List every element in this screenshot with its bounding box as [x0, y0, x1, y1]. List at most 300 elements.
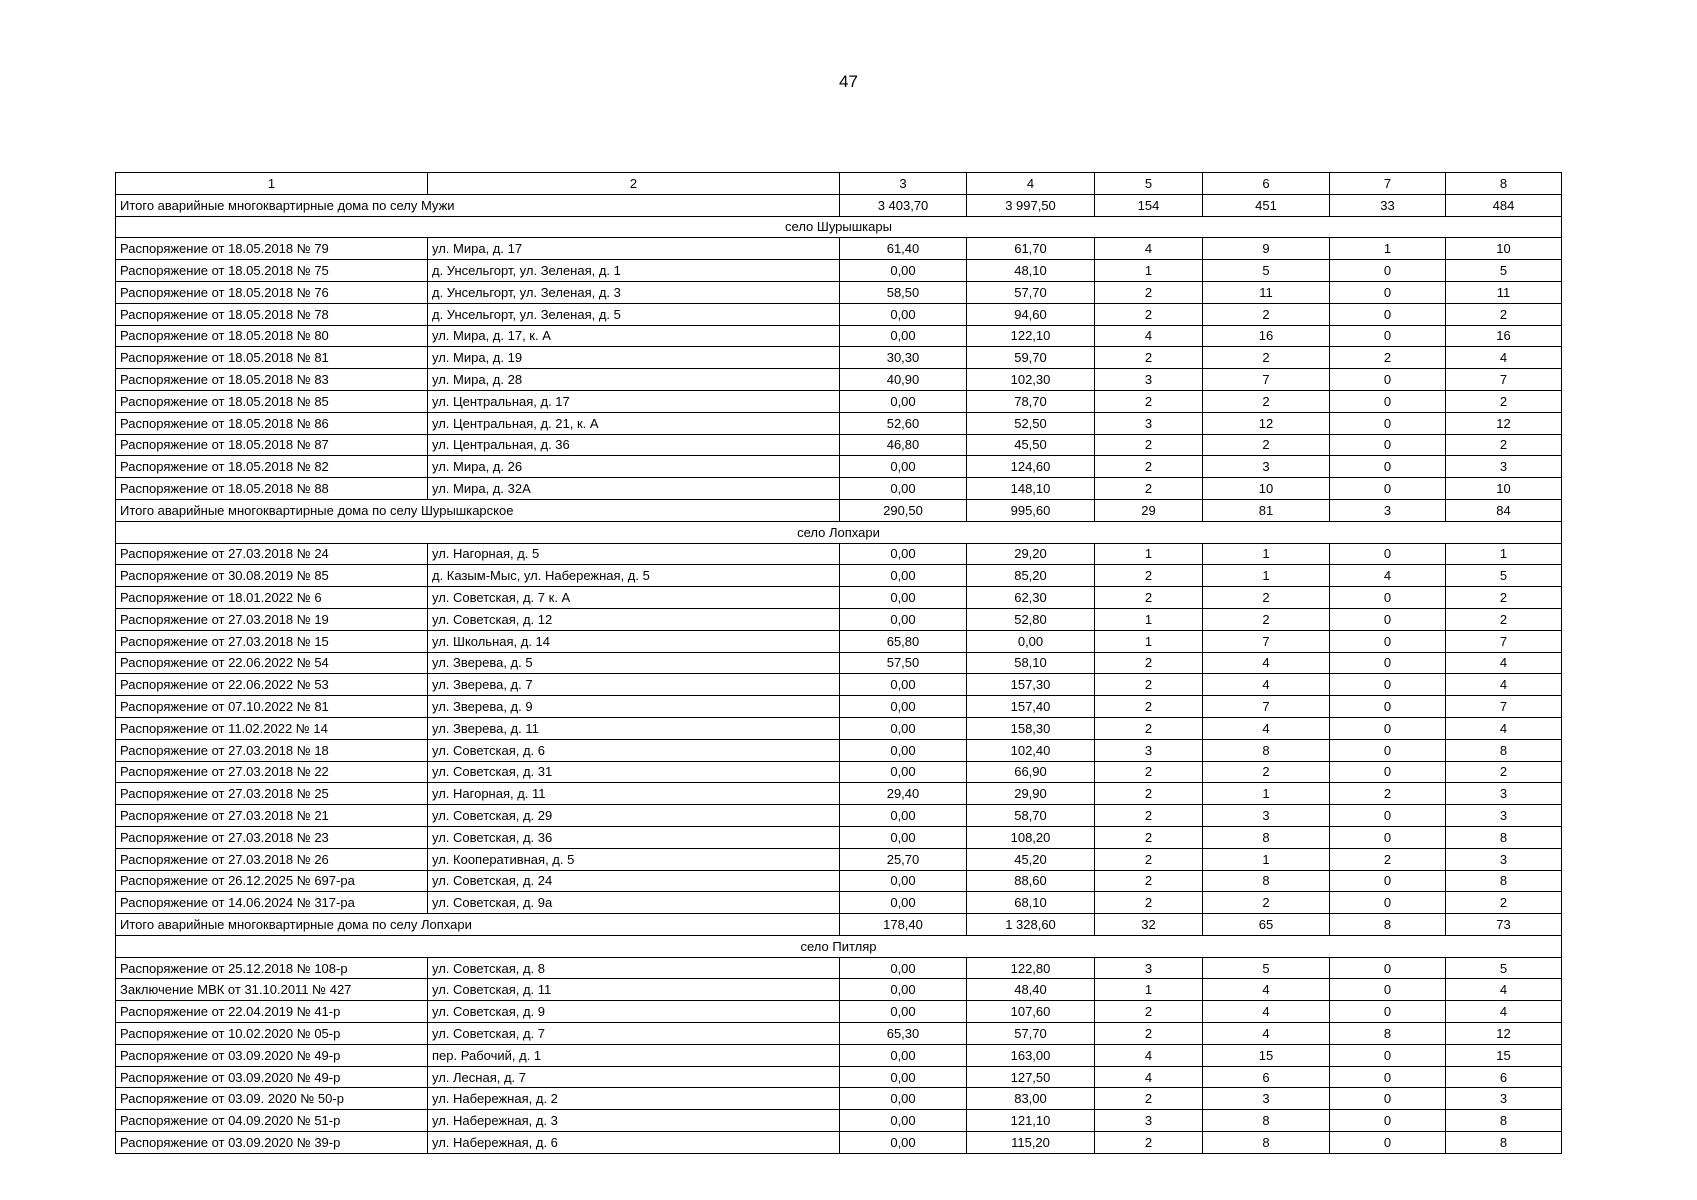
table-row — [116, 260, 1562, 282]
value-cell-col-5: 2 — [1095, 826, 1203, 848]
value-cell-col-4: 3 997,50 — [967, 194, 1095, 216]
column-number-cell: 3 — [840, 173, 967, 195]
document-cell: Распоряжение от 25.12.2018 № 108-р — [116, 957, 428, 979]
value-cell-col-8: 2 — [1446, 608, 1562, 630]
table-row — [116, 347, 1562, 369]
value-cell-col-3: 0,00 — [840, 390, 967, 412]
address-cell: ул. Мира, д. 32А — [428, 478, 840, 500]
value-cell-col-8: 4 — [1446, 979, 1562, 1001]
table-row — [116, 1132, 1562, 1154]
value-cell-col-7: 0 — [1330, 1001, 1446, 1023]
value-cell-col-5: 4 — [1095, 325, 1203, 347]
value-cell-col-6: 10 — [1203, 478, 1330, 500]
document-cell: Распоряжение от 18.05.2018 № 85 — [116, 390, 428, 412]
value-cell-col-6: 1 — [1203, 543, 1330, 565]
value-cell-col-3: 0,00 — [840, 587, 967, 609]
value-cell-col-6: 4 — [1203, 717, 1330, 739]
value-cell-col-6: 8 — [1203, 870, 1330, 892]
address-cell: ул. Центральная, д. 21, к. А — [428, 412, 840, 434]
value-cell-col-8: 3 — [1446, 1088, 1562, 1110]
value-cell-col-5: 2 — [1095, 652, 1203, 674]
value-cell-col-4: 57,70 — [967, 1023, 1095, 1045]
value-cell-col-3: 58,50 — [840, 281, 967, 303]
value-cell-col-5: 154 — [1095, 194, 1203, 216]
value-cell-col-3: 0,00 — [840, 870, 967, 892]
value-cell-col-7: 0 — [1330, 369, 1446, 391]
value-cell-col-6: 3 — [1203, 1088, 1330, 1110]
value-cell-col-8: 8 — [1446, 1110, 1562, 1132]
page-number: 47 — [839, 72, 858, 91]
value-cell-col-6: 4 — [1203, 1001, 1330, 1023]
address-cell: д. Унсельгорт, ул. Зеленая, д. 5 — [428, 303, 840, 325]
value-cell-col-3: 0,00 — [840, 1066, 967, 1088]
value-cell-col-4: 115,20 — [967, 1132, 1095, 1154]
value-cell-col-7: 0 — [1330, 608, 1446, 630]
address-cell: ул. Советская, д. 12 — [428, 608, 840, 630]
value-cell-col-8: 1 — [1446, 543, 1562, 565]
value-cell-col-8: 7 — [1446, 369, 1562, 391]
address-cell: пер. Рабочий, д. 1 — [428, 1044, 840, 1066]
document-cell: Распоряжение от 18.05.2018 № 76 — [116, 281, 428, 303]
value-cell-col-6: 3 — [1203, 805, 1330, 827]
value-cell-col-6: 1 — [1203, 565, 1330, 587]
value-cell-col-5: 2 — [1095, 1023, 1203, 1045]
value-cell-col-5: 2 — [1095, 456, 1203, 478]
value-cell-col-4: 48,40 — [967, 979, 1095, 1001]
document-cell: Распоряжение от 18.05.2018 № 78 — [116, 303, 428, 325]
value-cell-col-5: 2 — [1095, 1132, 1203, 1154]
table-row — [116, 1023, 1562, 1045]
value-cell-col-7: 0 — [1330, 587, 1446, 609]
value-cell-col-5: 1 — [1095, 979, 1203, 1001]
table-row — [116, 630, 1562, 652]
value-cell-col-6: 4 — [1203, 652, 1330, 674]
section-heading-row — [116, 216, 1562, 238]
value-cell-col-7: 3 — [1330, 499, 1446, 521]
value-cell-col-6: 11 — [1203, 281, 1330, 303]
table-row — [116, 478, 1562, 500]
value-cell-col-7: 2 — [1330, 848, 1446, 870]
value-cell-col-6: 2 — [1203, 608, 1330, 630]
value-cell-col-3: 0,00 — [840, 761, 967, 783]
value-cell-col-7: 0 — [1330, 303, 1446, 325]
value-cell-col-4: 57,70 — [967, 281, 1095, 303]
address-cell: ул. Нагорная, д. 5 — [428, 543, 840, 565]
value-cell-col-4: 122,80 — [967, 957, 1095, 979]
value-cell-col-7: 0 — [1330, 979, 1446, 1001]
value-cell-col-7: 0 — [1330, 434, 1446, 456]
value-cell-col-7: 0 — [1330, 412, 1446, 434]
value-cell-col-8: 15 — [1446, 1044, 1562, 1066]
total-label: Итого аварийные многоквартирные дома по селу Шурышкарское — [116, 499, 840, 521]
table-row — [116, 281, 1562, 303]
value-cell-col-7: 0 — [1330, 1110, 1446, 1132]
document-cell: Распоряжение от 30.08.2019 № 85 — [116, 565, 428, 587]
document-cell: Распоряжение от 27.03.2018 № 24 — [116, 543, 428, 565]
value-cell-col-4: 61,70 — [967, 238, 1095, 260]
value-cell-col-6: 4 — [1203, 1023, 1330, 1045]
value-cell-col-3: 3 403,70 — [840, 194, 967, 216]
address-cell: ул. Зверева, д. 11 — [428, 717, 840, 739]
value-cell-col-6: 451 — [1203, 194, 1330, 216]
value-cell-col-3: 0,00 — [840, 1088, 967, 1110]
document-cell: Распоряжение от 18.05.2018 № 87 — [116, 434, 428, 456]
value-cell-col-5: 1 — [1095, 543, 1203, 565]
value-cell-col-4: 29,20 — [967, 543, 1095, 565]
value-cell-col-3: 30,30 — [840, 347, 967, 369]
value-cell-col-4: 59,70 — [967, 347, 1095, 369]
table-row — [116, 325, 1562, 347]
table-row — [116, 587, 1562, 609]
table-row — [116, 456, 1562, 478]
value-cell-col-6: 15 — [1203, 1044, 1330, 1066]
document-cell: Распоряжение от 03.09. 2020 № 50-р — [116, 1088, 428, 1110]
value-cell-col-6: 2 — [1203, 761, 1330, 783]
value-cell-col-5: 3 — [1095, 1110, 1203, 1132]
value-cell-col-8: 10 — [1446, 478, 1562, 500]
value-cell-col-4: 52,80 — [967, 608, 1095, 630]
value-cell-col-4: 83,00 — [967, 1088, 1095, 1110]
value-cell-col-4: 148,10 — [967, 478, 1095, 500]
address-cell: ул. Советская, д. 7 — [428, 1023, 840, 1045]
value-cell-col-8: 10 — [1446, 238, 1562, 260]
value-cell-col-7: 0 — [1330, 281, 1446, 303]
value-cell-col-4: 122,10 — [967, 325, 1095, 347]
value-cell-col-5: 1 — [1095, 608, 1203, 630]
value-cell-col-7: 0 — [1330, 870, 1446, 892]
value-cell-col-6: 4 — [1203, 674, 1330, 696]
value-cell-col-8: 5 — [1446, 565, 1562, 587]
address-cell: ул. Зверева, д. 7 — [428, 674, 840, 696]
address-cell: ул. Мира, д. 17, к. А — [428, 325, 840, 347]
value-cell-col-7: 2 — [1330, 347, 1446, 369]
document-cell: Распоряжение от 18.05.2018 № 75 — [116, 260, 428, 282]
table-row — [116, 303, 1562, 325]
section-heading-row — [116, 935, 1562, 957]
value-cell-col-3: 0,00 — [840, 674, 967, 696]
table-row — [116, 979, 1562, 1001]
document-cell: Распоряжение от 27.03.2018 № 15 — [116, 630, 428, 652]
value-cell-col-6: 2 — [1203, 390, 1330, 412]
value-cell-col-7: 0 — [1330, 739, 1446, 761]
value-cell-col-6: 12 — [1203, 412, 1330, 434]
value-cell-col-4: 94,60 — [967, 303, 1095, 325]
value-cell-col-3: 0,00 — [840, 892, 967, 914]
document-cell: Распоряжение от 27.03.2018 № 22 — [116, 761, 428, 783]
value-cell-col-6: 5 — [1203, 957, 1330, 979]
value-cell-col-4: 52,50 — [967, 412, 1095, 434]
total-label: Итого аварийные многоквартирные дома по селу Лопхари — [116, 914, 840, 936]
value-cell-col-5: 2 — [1095, 1088, 1203, 1110]
table-row — [116, 892, 1562, 914]
value-cell-col-4: 0,00 — [967, 630, 1095, 652]
value-cell-col-7: 4 — [1330, 565, 1446, 587]
value-cell-col-4: 124,60 — [967, 456, 1095, 478]
address-cell: ул. Мира, д. 28 — [428, 369, 840, 391]
document-cell: Распоряжение от 03.09.2020 № 39-р — [116, 1132, 428, 1154]
table-row — [116, 390, 1562, 412]
value-cell-col-3: 0,00 — [840, 543, 967, 565]
value-cell-col-6: 16 — [1203, 325, 1330, 347]
value-cell-col-4: 45,50 — [967, 434, 1095, 456]
value-cell-col-6: 5 — [1203, 260, 1330, 282]
address-cell: ул. Советская, д. 11 — [428, 979, 840, 1001]
value-cell-col-8: 5 — [1446, 260, 1562, 282]
value-cell-col-7: 0 — [1330, 761, 1446, 783]
table-row — [116, 1088, 1562, 1110]
value-cell-col-8: 484 — [1446, 194, 1562, 216]
table-row — [116, 870, 1562, 892]
value-cell-col-8: 4 — [1446, 652, 1562, 674]
document-cell: Распоряжение от 18.05.2018 № 79 — [116, 238, 428, 260]
value-cell-col-7: 0 — [1330, 1044, 1446, 1066]
document-cell: Распоряжение от 27.03.2018 № 26 — [116, 848, 428, 870]
total-row — [116, 914, 1562, 936]
value-cell-col-5: 4 — [1095, 238, 1203, 260]
value-cell-col-7: 0 — [1330, 696, 1446, 718]
value-cell-col-3: 65,80 — [840, 630, 967, 652]
value-cell-col-3: 0,00 — [840, 565, 967, 587]
value-cell-col-5: 2 — [1095, 565, 1203, 587]
document-cell: Распоряжение от 03.09.2020 № 49-р — [116, 1066, 428, 1088]
value-cell-col-8: 11 — [1446, 281, 1562, 303]
table-body — [116, 173, 1562, 1154]
column-number-cell: 8 — [1446, 173, 1562, 195]
address-cell: ул. Зверева, д. 9 — [428, 696, 840, 718]
document-cell: Распоряжение от 18.05.2018 № 81 — [116, 347, 428, 369]
value-cell-col-8: 3 — [1446, 805, 1562, 827]
table-row — [116, 238, 1562, 260]
value-cell-col-3: 25,70 — [840, 848, 967, 870]
document-cell: Распоряжение от 07.10.2022 № 81 — [116, 696, 428, 718]
document-cell: Распоряжение от 18.05.2018 № 80 — [116, 325, 428, 347]
value-cell-col-8: 73 — [1446, 914, 1562, 936]
value-cell-col-8: 12 — [1446, 1023, 1562, 1045]
address-cell: ул. Советская, д. 29 — [428, 805, 840, 827]
address-cell: ул. Советская, д. 31 — [428, 761, 840, 783]
value-cell-col-8: 8 — [1446, 739, 1562, 761]
value-cell-col-5: 3 — [1095, 739, 1203, 761]
value-cell-col-7: 0 — [1330, 325, 1446, 347]
table-row — [116, 957, 1562, 979]
value-cell-col-5: 2 — [1095, 587, 1203, 609]
value-cell-col-5: 3 — [1095, 412, 1203, 434]
value-cell-col-8: 2 — [1446, 892, 1562, 914]
value-cell-col-7: 0 — [1330, 957, 1446, 979]
value-cell-col-7: 1 — [1330, 238, 1446, 260]
address-cell: ул. Центральная, д. 36 — [428, 434, 840, 456]
value-cell-col-8: 12 — [1446, 412, 1562, 434]
value-cell-col-3: 0,00 — [840, 478, 967, 500]
table-row — [116, 674, 1562, 696]
value-cell-col-5: 4 — [1095, 1044, 1203, 1066]
address-cell: ул. Советская, д. 24 — [428, 870, 840, 892]
value-cell-col-5: 2 — [1095, 434, 1203, 456]
address-cell: ул. Набережная, д. 6 — [428, 1132, 840, 1154]
value-cell-col-4: 66,90 — [967, 761, 1095, 783]
value-cell-col-3: 0,00 — [840, 608, 967, 630]
address-cell: ул. Советская, д. 7 к. А — [428, 587, 840, 609]
total-label: Итого аварийные многоквартирные дома по селу Мужи — [116, 194, 840, 216]
value-cell-col-3: 0,00 — [840, 805, 967, 827]
value-cell-col-6: 2 — [1203, 303, 1330, 325]
value-cell-col-3: 0,00 — [840, 260, 967, 282]
document-cell: Распоряжение от 10.02.2020 № 05-р — [116, 1023, 428, 1045]
value-cell-col-7: 0 — [1330, 674, 1446, 696]
value-cell-col-8: 5 — [1446, 957, 1562, 979]
value-cell-col-8: 2 — [1446, 303, 1562, 325]
value-cell-col-8: 84 — [1446, 499, 1562, 521]
value-cell-col-6: 8 — [1203, 826, 1330, 848]
value-cell-col-6: 65 — [1203, 914, 1330, 936]
column-number-cell: 4 — [967, 173, 1095, 195]
document-cell: Распоряжение от 22.06.2022 № 54 — [116, 652, 428, 674]
value-cell-col-4: 107,60 — [967, 1001, 1095, 1023]
document-cell: Распоряжение от 18.01.2022 № 6 — [116, 587, 428, 609]
value-cell-col-6: 9 — [1203, 238, 1330, 260]
value-cell-col-3: 0,00 — [840, 979, 967, 1001]
table-row — [116, 565, 1562, 587]
value-cell-col-4: 1 328,60 — [967, 914, 1095, 936]
value-cell-col-5: 4 — [1095, 1066, 1203, 1088]
value-cell-col-5: 2 — [1095, 281, 1203, 303]
address-cell: ул. Советская, д. 9а — [428, 892, 840, 914]
value-cell-col-4: 127,50 — [967, 1066, 1095, 1088]
value-cell-col-6: 1 — [1203, 783, 1330, 805]
emergency-housing-table — [115, 172, 1562, 1154]
value-cell-col-7: 0 — [1330, 652, 1446, 674]
value-cell-col-7: 0 — [1330, 805, 1446, 827]
document-cell: Распоряжение от 27.03.2018 № 25 — [116, 783, 428, 805]
column-number-header-row — [116, 173, 1562, 195]
address-cell: ул. Набережная, д. 3 — [428, 1110, 840, 1132]
value-cell-col-4: 29,90 — [967, 783, 1095, 805]
value-cell-col-6: 3 — [1203, 456, 1330, 478]
value-cell-col-6: 8 — [1203, 1110, 1330, 1132]
value-cell-col-3: 52,60 — [840, 412, 967, 434]
value-cell-col-8: 8 — [1446, 1132, 1562, 1154]
value-cell-col-3: 0,00 — [840, 1001, 967, 1023]
document-cell: Распоряжение от 18.05.2018 № 83 — [116, 369, 428, 391]
value-cell-col-3: 0,00 — [840, 826, 967, 848]
value-cell-col-3: 0,00 — [840, 696, 967, 718]
value-cell-col-6: 7 — [1203, 369, 1330, 391]
table-row — [116, 652, 1562, 674]
value-cell-col-4: 158,30 — [967, 717, 1095, 739]
document-cell: Распоряжение от 27.03.2018 № 19 — [116, 608, 428, 630]
address-cell: ул. Набережная, д. 2 — [428, 1088, 840, 1110]
value-cell-col-8: 6 — [1446, 1066, 1562, 1088]
table-row — [116, 826, 1562, 848]
document-cell: Распоряжение от 22.04.2019 № 41-р — [116, 1001, 428, 1023]
column-number-cell: 5 — [1095, 173, 1203, 195]
value-cell-col-7: 0 — [1330, 478, 1446, 500]
value-cell-col-4: 68,10 — [967, 892, 1095, 914]
value-cell-col-8: 2 — [1446, 434, 1562, 456]
value-cell-col-5: 2 — [1095, 783, 1203, 805]
value-cell-col-7: 8 — [1330, 1023, 1446, 1045]
table-row — [116, 783, 1562, 805]
value-cell-col-8: 4 — [1446, 717, 1562, 739]
value-cell-col-8: 7 — [1446, 696, 1562, 718]
address-cell: ул. Центральная, д. 17 — [428, 390, 840, 412]
value-cell-col-4: 102,30 — [967, 369, 1095, 391]
value-cell-col-8: 2 — [1446, 587, 1562, 609]
value-cell-col-5: 2 — [1095, 870, 1203, 892]
value-cell-col-3: 178,40 — [840, 914, 967, 936]
value-cell-col-3: 61,40 — [840, 238, 967, 260]
table-row — [116, 805, 1562, 827]
value-cell-col-3: 29,40 — [840, 783, 967, 805]
value-cell-col-7: 0 — [1330, 1088, 1446, 1110]
value-cell-col-3: 0,00 — [840, 739, 967, 761]
value-cell-col-4: 88,60 — [967, 870, 1095, 892]
address-cell: ул. Лесная, д. 7 — [428, 1066, 840, 1088]
value-cell-col-6: 7 — [1203, 696, 1330, 718]
document-cell: Распоряжение от 27.03.2018 № 21 — [116, 805, 428, 827]
value-cell-col-7: 8 — [1330, 914, 1446, 936]
address-cell: д. Казым-Мыс, ул. Набережная, д. 5 — [428, 565, 840, 587]
address-cell: ул. Мира, д. 17 — [428, 238, 840, 260]
value-cell-col-7: 0 — [1330, 826, 1446, 848]
value-cell-col-7: 0 — [1330, 390, 1446, 412]
value-cell-col-5: 2 — [1095, 674, 1203, 696]
address-cell: ул. Школьная, д. 14 — [428, 630, 840, 652]
value-cell-col-8: 2 — [1446, 390, 1562, 412]
address-cell: ул. Советская, д. 6 — [428, 739, 840, 761]
value-cell-col-3: 0,00 — [840, 1132, 967, 1154]
value-cell-col-7: 0 — [1330, 630, 1446, 652]
value-cell-col-3: 0,00 — [840, 717, 967, 739]
table-row — [116, 1044, 1562, 1066]
value-cell-col-6: 8 — [1203, 1132, 1330, 1154]
table-row — [116, 696, 1562, 718]
value-cell-col-6: 2 — [1203, 587, 1330, 609]
value-cell-col-4: 108,20 — [967, 826, 1095, 848]
table-row — [116, 369, 1562, 391]
value-cell-col-5: 2 — [1095, 848, 1203, 870]
value-cell-col-5: 2 — [1095, 696, 1203, 718]
column-number-cell: 1 — [116, 173, 428, 195]
column-number-cell: 6 — [1203, 173, 1330, 195]
value-cell-col-5: 3 — [1095, 369, 1203, 391]
document-cell: Распоряжение от 26.12.2025 № 697-ра — [116, 870, 428, 892]
value-cell-col-6: 7 — [1203, 630, 1330, 652]
section-heading-row — [116, 521, 1562, 543]
value-cell-col-5: 2 — [1095, 1001, 1203, 1023]
value-cell-col-8: 8 — [1446, 870, 1562, 892]
value-cell-col-3: 0,00 — [840, 957, 967, 979]
total-row — [116, 194, 1562, 216]
document-cell: Распоряжение от 14.06.2024 № 317-ра — [116, 892, 428, 914]
value-cell-col-7: 0 — [1330, 543, 1446, 565]
value-cell-col-8: 2 — [1446, 761, 1562, 783]
address-cell: д. Унсельгорт, ул. Зеленая, д. 1 — [428, 260, 840, 282]
value-cell-col-3: 0,00 — [840, 325, 967, 347]
value-cell-col-8: 4 — [1446, 674, 1562, 696]
table-row — [116, 543, 1562, 565]
value-cell-col-7: 0 — [1330, 1132, 1446, 1154]
address-cell: ул. Зверева, д. 5 — [428, 652, 840, 674]
value-cell-col-8: 3 — [1446, 456, 1562, 478]
table-row — [116, 412, 1562, 434]
value-cell-col-4: 163,00 — [967, 1044, 1095, 1066]
address-cell: ул. Советская, д. 8 — [428, 957, 840, 979]
value-cell-col-5: 2 — [1095, 390, 1203, 412]
value-cell-col-6: 4 — [1203, 979, 1330, 1001]
table-row — [116, 761, 1562, 783]
table-row — [116, 1066, 1562, 1088]
